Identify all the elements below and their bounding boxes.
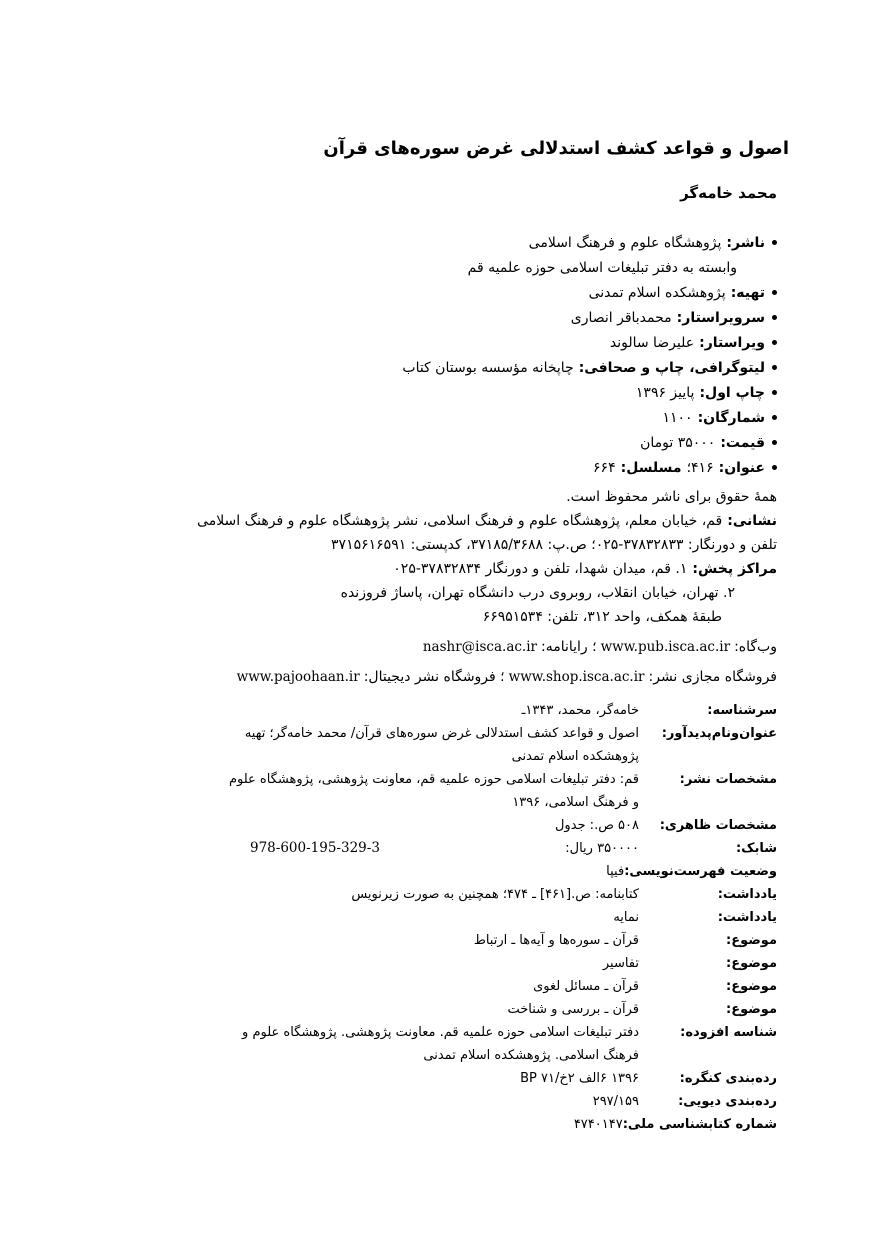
catalog-row-main-entry bbox=[95, 699, 777, 722]
rights-line: همهٔ حقوق برای ناشر محفوظ است. bbox=[566, 489, 777, 505]
catalog-value: خامه‌گر، محمد، ۱۳۴۳ـ bbox=[521, 703, 639, 718]
phone-line: تلفن و دورنگار: ۳۷۸۳۲۸۳۳-۰۲۵؛ ص.پ: ۳۷۱۸۵/۳۶۸۸، کدپستی: ۳۷۱۵۶۱۶۵۹۱ bbox=[331, 537, 777, 553]
address-label: نشانی: bbox=[727, 513, 777, 529]
imprint-label: قیمت: bbox=[720, 435, 765, 451]
catalog-label: عنوان‌ونام‌پدیدآور: bbox=[661, 726, 777, 741]
catalog-label: شماره کتابشناسی ملی: bbox=[622, 1117, 777, 1132]
website-url: www.pub.isca.ac.ir bbox=[600, 639, 731, 655]
address-value: قم، خیابان معلم، پژوهشگاه علوم و فرهنگ اسلامی، نشر پژوهشگاه علوم و فرهنگ اسلامی bbox=[197, 513, 723, 529]
email-label: ؛ رایانامه: bbox=[541, 639, 597, 655]
bullet-icon bbox=[772, 290, 777, 295]
imprint-item-circulation bbox=[95, 406, 777, 431]
bullet-icon bbox=[772, 390, 777, 395]
catalog-row-subject-2 bbox=[95, 952, 777, 975]
distribution-value: ۱. قم، میدان شهدا، تلفن و دورنگار ۳۷۸۳۲۸۳۴-۰۲۵ bbox=[393, 561, 688, 577]
catalog-label: مشخصات نشر: bbox=[679, 772, 777, 787]
imprint-value: ۳۵۰۰۰ تومان bbox=[640, 435, 716, 451]
catalog-value: اصول و قواعد کشف استدلالی غرض سوره‌های قرآن/ محمد خامه‌گر؛ تهیه bbox=[244, 726, 639, 741]
catalog-label: شناسه افزوده: bbox=[680, 1025, 777, 1040]
imprint-value: علیرضا سالوند bbox=[609, 335, 695, 351]
catalog-row-physical bbox=[95, 814, 777, 837]
bullet-icon bbox=[772, 465, 777, 470]
imprint-label: تهیه: bbox=[730, 285, 765, 301]
email-address: nashr@isca.ac.ir bbox=[422, 639, 537, 655]
contact-section bbox=[95, 485, 777, 689]
distribution-label: مراکز پخش: bbox=[692, 561, 777, 577]
catalog-label: یادداشت: bbox=[717, 887, 777, 902]
catalog-value: قرآن ـ سوره‌ها و آیه‌ها ـ ارتباط bbox=[473, 933, 639, 948]
shop-line bbox=[95, 665, 777, 689]
catalog-label: رده‌بندی دیویی: bbox=[678, 1094, 777, 1109]
imprint-item-publisher bbox=[95, 231, 777, 256]
bullet-icon bbox=[772, 240, 777, 245]
catalog-row-lc-classification bbox=[95, 1067, 777, 1090]
imprint-value: پژوهشکده اسلام تمدنی bbox=[588, 285, 726, 301]
catalog-label: رده‌بندی کنگره: bbox=[679, 1071, 777, 1086]
imprint-label: ناشر: bbox=[726, 235, 765, 251]
catalog-value-latin: BP ۷۱ bbox=[520, 1071, 555, 1086]
catalog-value: ۴۷۴۰۱۴۷ bbox=[573, 1117, 623, 1132]
imprint-label: چاپ اول: bbox=[699, 385, 765, 401]
imprint-value: وابسته به دفتر تبلیغات اسلامی حوزه علمیه قم bbox=[467, 260, 737, 276]
catalog-value: قرآن ـ مسائل لغوی bbox=[533, 979, 639, 994]
catalog-row-title-statement bbox=[95, 722, 777, 768]
imprint-item-editor bbox=[95, 331, 777, 356]
imprint-value: محمدباقر انصاری bbox=[570, 310, 672, 326]
catalog-value: ۱۳۹۶ ۶الف ۲خ/ bbox=[555, 1071, 639, 1086]
imprint-item-prepared bbox=[95, 281, 777, 306]
imprint-item-chief-editor bbox=[95, 306, 777, 331]
distribution-line-1 bbox=[95, 557, 777, 581]
imprint-value: ۶۶۴ bbox=[593, 460, 616, 476]
catalog-row-dewey bbox=[95, 1090, 777, 1113]
catalog-value-continuation: فرهنگ اسلامی. پژوهشکده اسلام تمدنی bbox=[423, 1048, 639, 1063]
catalog-value: فیپا bbox=[606, 864, 625, 879]
catalog-row-subject-1 bbox=[95, 929, 777, 952]
book-author: محمد خامه‌گر bbox=[680, 184, 777, 202]
catalog-row-cataloging-status bbox=[95, 860, 777, 883]
imprint-item-price bbox=[95, 431, 777, 456]
catalog-value: ۵۰۸ ص.: جدول bbox=[554, 818, 639, 833]
shop-label: فروشگاه مجازی نشر: bbox=[648, 669, 777, 685]
imprint-publisher-affiliation bbox=[95, 256, 777, 281]
imprint-section bbox=[95, 231, 777, 481]
catalog-label: وضعیت فهرست‌نویسی: bbox=[624, 864, 777, 879]
page-title: اصول و قواعد کشف استدلالی غرض سوره‌های قرآن bbox=[323, 138, 789, 159]
website-line bbox=[95, 635, 777, 659]
distribution-line-2: ۲. تهران، خیابان انقلاب، روبروی درب دانشگاه تهران، پاساژ فروزنده bbox=[340, 585, 735, 601]
catalog-value: تفاسیر bbox=[602, 956, 639, 971]
imprint-item-first-print bbox=[95, 381, 777, 406]
catalog-row-isbn bbox=[95, 837, 777, 860]
imprint-label: مسلسل: bbox=[620, 460, 682, 476]
bullet-icon bbox=[772, 315, 777, 320]
catalog-row-note-2 bbox=[95, 906, 777, 929]
catalog-label: موضوع: bbox=[726, 933, 777, 948]
catalog-row-subject-3 bbox=[95, 975, 777, 998]
bullet-icon bbox=[772, 365, 777, 370]
catalog-value: قم: دفتر تبلیغات اسلامی حوزه علمیه قم، معاونت پژوهشی، پژوهشگاه علوم bbox=[228, 772, 639, 787]
imprint-label: شمارگان: bbox=[697, 410, 765, 426]
catalog-label: موضوع: bbox=[726, 956, 777, 971]
bullet-icon bbox=[772, 440, 777, 445]
distribution-line-3: طبقهٔ همکف، واحد ۳۱۲، تلفن: ۶۶۹۵۱۵۳۴ bbox=[482, 609, 722, 625]
imprint-value: ۱۱۰۰ bbox=[662, 410, 693, 426]
catalog-value-continuation: و فرهنگ اسلامی، ۱۳۹۶ bbox=[512, 795, 639, 810]
shop-url: www.shop.isca.ac.ir bbox=[508, 669, 645, 685]
catalog-label: یادداشت: bbox=[717, 910, 777, 925]
catalog-label: شابک: bbox=[735, 841, 777, 856]
website-label: وب‌گاه: bbox=[734, 639, 777, 655]
catalog-row-national-bib-number bbox=[95, 1113, 777, 1136]
catalog-value: ۳۵۰۰۰۰ ریال: bbox=[565, 841, 639, 856]
catalog-label: سرشناسه: bbox=[707, 703, 777, 718]
catalog-label: مشخصات ظاهری: bbox=[659, 818, 777, 833]
imprint-label: لیتوگرافی، چاپ و صحافی: bbox=[578, 360, 765, 376]
catalog-row-publication bbox=[95, 768, 777, 814]
bullet-icon bbox=[772, 415, 777, 420]
imprint-item-title-serial bbox=[95, 456, 777, 481]
catalog-label: موضوع: bbox=[726, 979, 777, 994]
bullet-icon bbox=[772, 340, 777, 345]
address-line bbox=[95, 509, 777, 533]
catalog-row-added-entry bbox=[95, 1021, 777, 1067]
imprint-value: پاییز ۱۳۹۶ bbox=[635, 385, 695, 401]
imprint-item-print bbox=[95, 356, 777, 381]
imprint-value: ۴۱۶؛ bbox=[686, 460, 714, 476]
isbn-number: 978-600-195-329-3 bbox=[250, 840, 380, 856]
imprint-value: پژوهشگاه علوم و فرهنگ اسلامی bbox=[528, 235, 722, 251]
cataloging-block bbox=[95, 699, 777, 1136]
catalog-row-subject-4 bbox=[95, 998, 777, 1021]
imprint-label: عنوان: bbox=[718, 460, 765, 476]
catalog-value: دفتر تبلیغات اسلامی حوزه علمیه قم. معاونت پژوهشی. پژوهشگاه علوم و bbox=[242, 1025, 639, 1040]
catalog-value: ۲۹۷/۱۵۹ bbox=[592, 1094, 639, 1109]
digital-shop-url: www.pajoohaan.ir bbox=[236, 669, 360, 685]
catalog-value-continuation: پژوهشکده اسلام تمدنی bbox=[511, 749, 639, 764]
catalog-value: نمایه bbox=[613, 910, 639, 925]
digital-shop-label: ؛ فروشگاه نشر دیجیتال: bbox=[363, 669, 505, 685]
catalog-value: قرآن ـ بررسی و شناخت bbox=[507, 1002, 639, 1017]
imprint-label: ویراستار: bbox=[699, 335, 765, 351]
catalog-value: کتابنامه: ص.[۴۶۱] ـ ۴۷۴؛ همچنین به صورت زیرنویس bbox=[351, 887, 639, 902]
catalog-label: موضوع: bbox=[726, 1002, 777, 1017]
imprint-label: سرویراستار: bbox=[676, 310, 765, 326]
imprint-value: چاپخانه مؤسسه بوستان کتاب bbox=[402, 360, 574, 376]
catalog-row-note-1 bbox=[95, 883, 777, 906]
